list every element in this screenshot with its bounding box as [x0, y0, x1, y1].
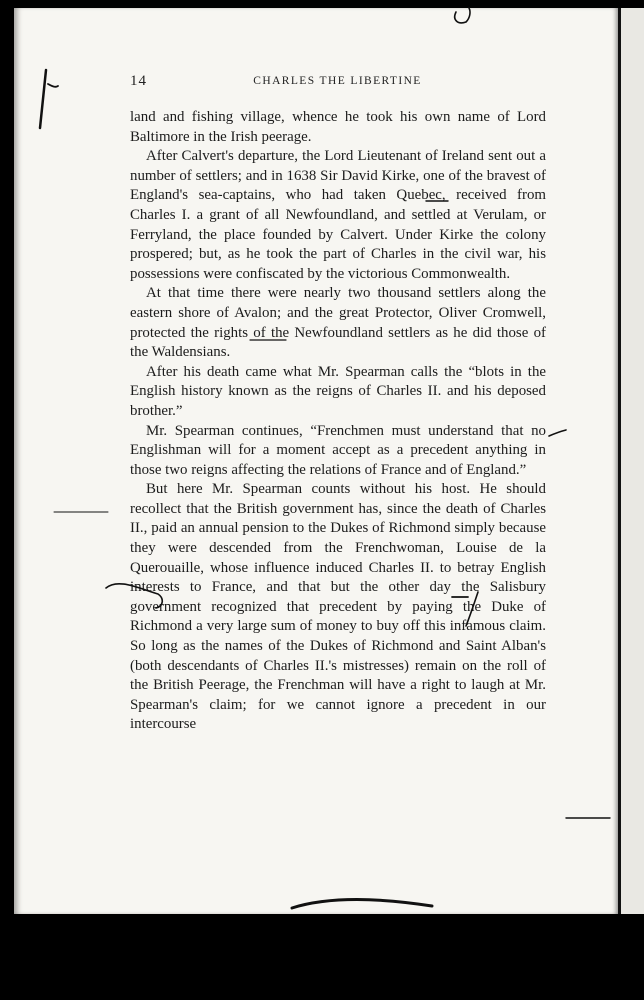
body-text: [130, 108, 546, 735]
paragraph-avalon-settlers: At that time there were nearly two thousand settlers along the eastern shore of Avalon; and the great Protector, Oliver Cromwell, protected the rights of the Newfoundland settlers as he did those of the Waldensians.: [130, 285, 546, 361]
paragraph-spearman-continues: Mr. Spearman continues, “Frenchmen must understand that no Englishman will for a moment accept as a precedent anything in those two reigns affecting the relations of France and of England.”: [130, 422, 546, 478]
paragraph-blots: After his death came what Mr. Spearman calls the “blots in the English history known as the reigns of Charles II. and his deposed brother.”: [130, 363, 546, 419]
paragraph-calvert-departure: After Calvert's departure, the Lord Lieutenant of Ireland sent out a number of settlers; and in 1638 Sir David Kirke, one of the bravest of England's sea-captains, who had taken Quebec, received from Charles I. a grant of all Newfoundland, and settled at Verulam, or Ferryland, the place founded by Calvert. Under Kirke the colony prospered; but, as he took the part of Charles in the civil war, his possessions were confiscated by the victorious Commonwealth.: [130, 148, 546, 282]
paragraph-continued: land and fishing village, whence he took his own name of Lord Baltimore in the Irish peerage.: [130, 109, 546, 145]
adjacent-page-edge: [618, 8, 644, 914]
page-header: [130, 73, 545, 93]
page-number: 14: [130, 73, 147, 89]
running-title: CHARLES THE LIBERTINE: [253, 75, 422, 87]
paragraph-richmond-pension: But here Mr. Spearman counts without his host. He should recollect that the British government has, since the death of Charles II., paid an annual pension to the Dukes of Richmond simply because they were descended from the Frenchwoman, Louise de la Querouaille, whose influence induced Charles II. to betray English interests to France, and that but the other day the Salisbury government recognized that precedent by paying the Duke of Richmond a very large sum of money to buy off this infamous claim. So long as the names of the Dukes of Richmond and Saint Alban's (both descendants of Charles II.'s mistresses) remain on the roll of the British Peerage, the Frenchman will have a right to laugh at Mr. Spearman's claim; for we cannot ignore a precedent in our intercourse: [130, 481, 546, 733]
